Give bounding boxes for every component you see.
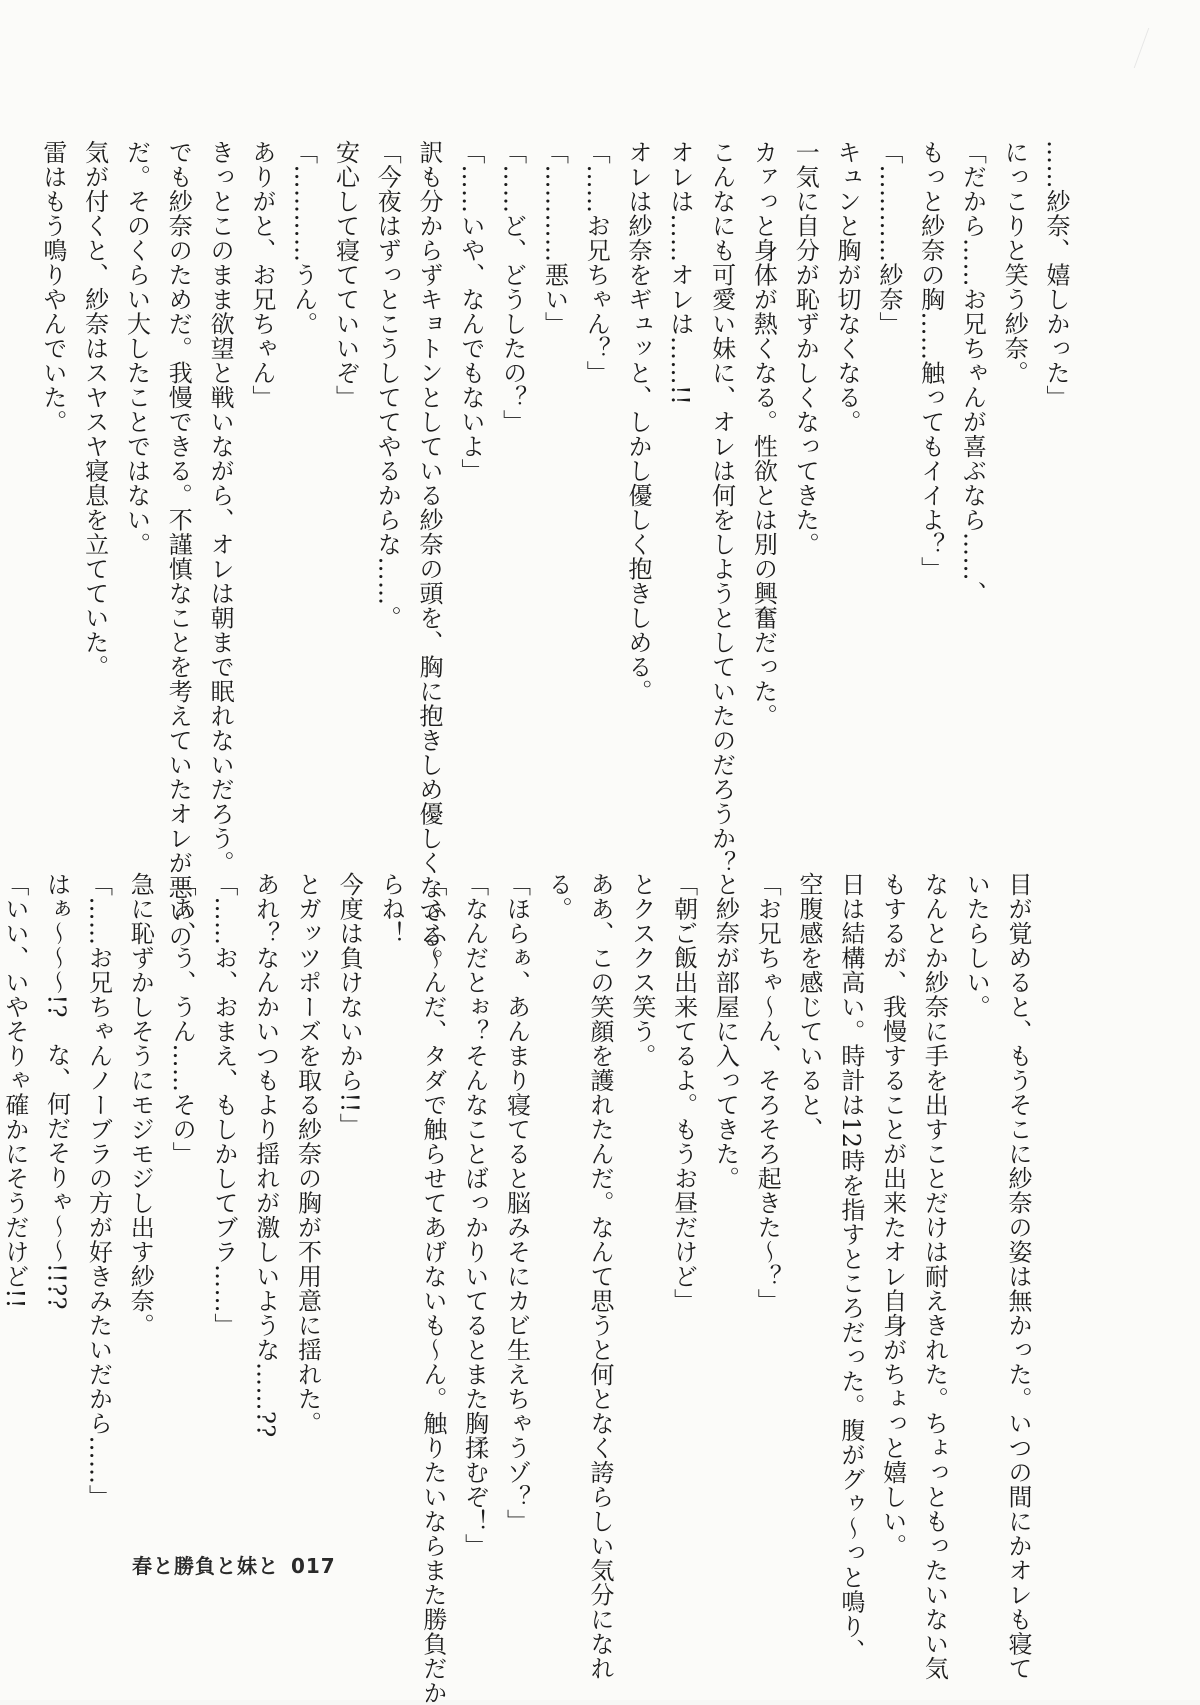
text-line: 空腹感を感じていると、	[795, 872, 824, 1142]
text-line: こんなにも可愛い妹に、オレは何をしようとしていたのだろうか？	[707, 140, 736, 875]
text-line: 安心して寝てていいぞ」	[331, 140, 360, 410]
text-line: とガッツポーズを取る紗奈の胸が不用意に揺れた。	[293, 872, 322, 1436]
text-line: 「朝ご飯出来てるよ。もうお昼だけど」	[669, 872, 698, 1313]
book-title: 春と勝負と妹と	[132, 1554, 279, 1578]
text-line: 「……お兄ちゃん？」	[582, 140, 611, 385]
text-line: オレは……オレは……!!	[665, 140, 694, 406]
text-line: とクスクス笑う。	[627, 872, 656, 1068]
text-line: 「……お、おまえ、もしかしてブラ……」	[209, 872, 238, 1338]
corner-scan-mark	[1134, 28, 1180, 68]
text-line: 一気に自分が恥ずかしくなってきた。	[791, 140, 820, 557]
text-line: もっと紗奈の胸……触ってもイイよ？」	[916, 140, 945, 581]
page-number: 017	[290, 1554, 336, 1578]
text-line: 日は結構高い。時計は12時を指すところだった。腹がグゥ〜っと鳴り、	[836, 872, 865, 1664]
text-line: オレは紗奈をギュッと、しかし優しく抱きしめる。	[624, 140, 653, 704]
text-line: カァっと身体が熱くなる。性欲とは別の興奮だった。	[749, 140, 778, 728]
text-line: キュンと胸が切なくなる。	[833, 140, 862, 434]
text-line: 雷はもう鳴りやんでいた。	[38, 140, 67, 434]
text-line: 気が付くと、紗奈はスヤスヤ寝息を立てていた。	[80, 140, 109, 679]
text-line: 「なんだとぉ？そんなことばっかりいてるとまた胸揉むぞ！」	[460, 872, 489, 1558]
text-line: 目が覚めると、もうそこに紗奈の姿は無かった。いつの間にかオレも寝て	[1004, 872, 1032, 1681]
text-line: なんとか紗奈に手を出すことだけは耐えきれた。ちょっともったいない気	[920, 872, 949, 1681]
text-line: いたらしい。	[962, 872, 991, 1019]
text-line: 「ほらぁ、あんまり寝てると脳みそにカビ生えちゃうゾ？」	[502, 872, 531, 1534]
text-line: 急に恥ずかしそうにモジモジし出す紗奈。	[126, 872, 155, 1338]
text-line: あれ？なんかいつもより揺れが激しいような……??	[251, 872, 280, 1438]
text-line: はぁ〜〜〜!? な、何だそりゃ〜〜!!??	[42, 872, 71, 1311]
page-footer	[132, 1550, 340, 1579]
text-line: ああ、この笑顔を護れたんだ。なんて思うと何となく誇らしい気分になれ	[586, 872, 615, 1681]
text-line: る。	[544, 872, 573, 921]
text-line: だ。そのくらい大したことではない。	[122, 140, 151, 557]
text-line: 「……いや、なんでもないよ」	[456, 140, 485, 483]
text-line: と紗奈が部屋に入ってきた。	[711, 872, 740, 1191]
text-line: ありがと、お兄ちゃん」	[247, 140, 276, 410]
text-line: でも紗奈のためだ。我慢できる。不謹慎なことを考えていたオレが悪いの	[164, 140, 193, 949]
text-line: ……紗奈、嬉しかった」	[1042, 140, 1070, 410]
text-line: 「…………紗奈」	[874, 140, 903, 336]
text-line: 「……お兄ちゃんノーブラの方が好きみたいだから……」	[84, 872, 113, 1509]
text-line: らね！	[377, 872, 406, 946]
text-line: にっこりと笑う紗奈。	[1000, 140, 1029, 385]
text-line: 「あ、う、うん……その」	[168, 872, 197, 1166]
text-line: 「ふふ〜んだ、タダで触らせてあげないも〜ん。触りたいならまた勝負だか	[418, 872, 447, 1705]
text-line: もするが、我慢することが出来たオレ自身がちょっと嬉しい。	[878, 872, 907, 1558]
text-line: 「お兄ちゃ〜ん、そろそろ起きた〜？」	[753, 872, 782, 1313]
text-line: 今度は負けないから!!」	[335, 872, 364, 1138]
text-line: 訳も分からずキョトンとしている紗奈の頭を、胸に抱きしめ優しくなでる。	[415, 140, 444, 973]
text-line: きっとこのまま欲望と戦いながら、オレは朝まで眠れないだろう。	[206, 140, 235, 875]
text-line: 「今夜はずっとこうしててやるからな……。	[373, 140, 402, 630]
text-line: 「……ど、どうしたの？」	[498, 140, 527, 434]
text-line: 「…………悪い」	[540, 140, 569, 336]
text-line: 「だから……お兄ちゃんが喜ぶなら……、	[958, 140, 987, 606]
text-line: 「…………うん。	[289, 140, 318, 336]
text-line: 「いい、いやそりゃ確かにそうだけど!!	[0, 872, 29, 1309]
